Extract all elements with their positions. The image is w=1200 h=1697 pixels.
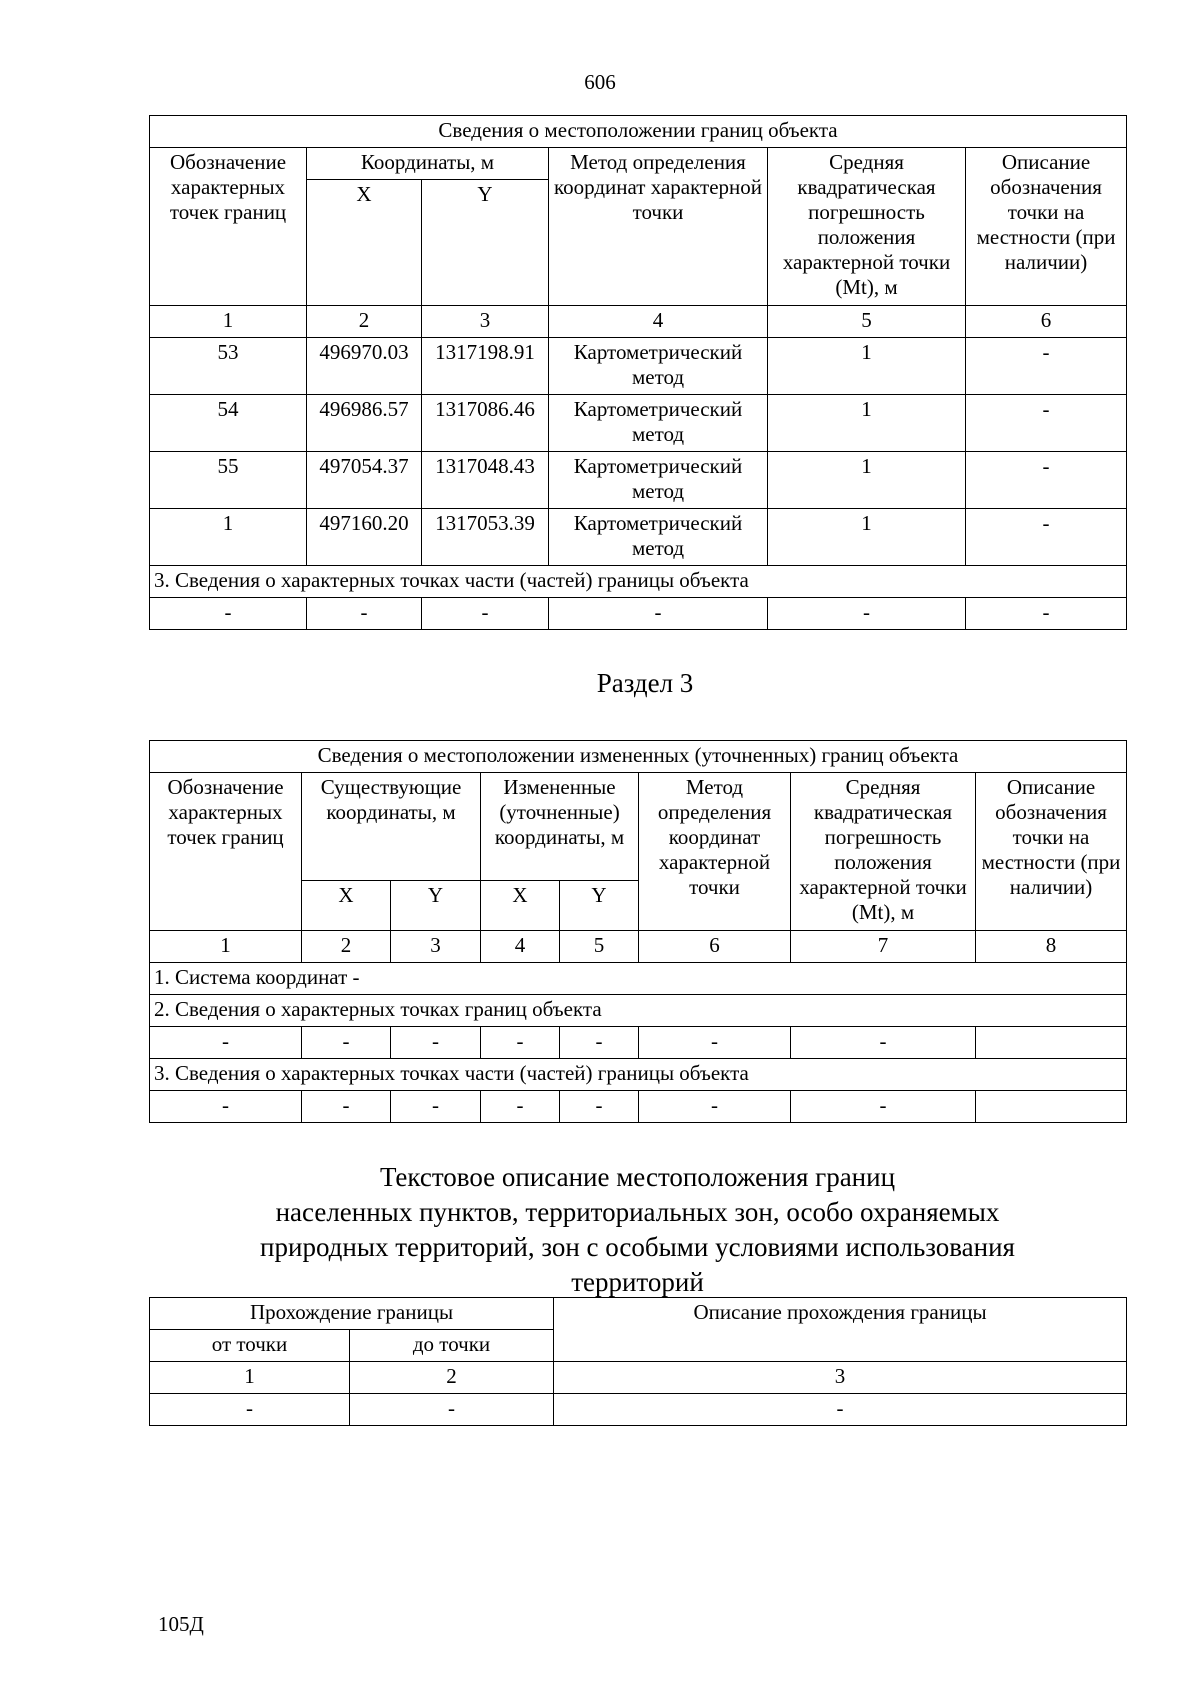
cell-point: 1 [150,509,307,566]
cell-description: - [966,509,1127,566]
cell-dash: - [549,598,768,630]
column-numbers-row [150,931,1127,963]
footer-code: 105Д [158,1612,204,1636]
header-passage: Прохождение границы [150,1298,554,1330]
col-number: 3 [391,931,481,963]
cell-dash: - [350,1394,554,1426]
cell-dash: - [639,1027,791,1059]
column-numbers-row [150,306,1127,338]
text-description-heading [149,1160,1126,1300]
cell-description: - [966,452,1127,509]
header-error: Средняя квадратическая погрешность положения характерной точки (Mt), м [768,148,966,306]
cell-point: 53 [150,338,307,395]
cell-y: 1317086.46 [422,395,549,452]
col-number: 4 [481,931,560,963]
cell-method: Картометрический метод [549,452,768,509]
col-number: 3 [554,1362,1127,1394]
cell-description: - [966,395,1127,452]
coord-system-label: 1. Система координат - [150,963,1127,995]
cell-dash: - [966,598,1127,630]
section3-label: 3. Сведения о характерных точках части (частей) границы объекта [150,566,1127,598]
table-caption: Сведения о местоположении измененных (уточненных) границ объекта [150,741,1127,773]
cell-dash: - [302,1027,391,1059]
cell-description: - [966,338,1127,395]
table-row [150,1091,1127,1123]
cell-dash: - [422,598,549,630]
cell-method: Картометрический метод [549,338,768,395]
section-heading: Раздел 3 [596,668,694,698]
table-row [150,338,1127,395]
header-point: Обозначение характерных точек границ [150,148,307,306]
header-description: Описание обозначения точки на местности (при наличии) [966,148,1127,306]
header-y: Y [391,881,481,931]
header-existing: Существующие координаты, м [302,773,481,881]
table-row [150,598,1127,630]
cell-x: 497160.20 [307,509,422,566]
col-number: 1 [150,306,307,338]
boundary-passage-table [149,1297,1127,1426]
heading-line: природных территорий, зон с особыми условиями использования [260,1232,1015,1262]
header-x: X [302,881,391,931]
table-row [150,1027,1127,1059]
col-number: 5 [560,931,639,963]
cell-dash: - [768,598,966,630]
cell-point: 54 [150,395,307,452]
heading-line: территорий [571,1267,704,1297]
header-x: X [481,881,560,931]
table-row [150,395,1127,452]
table-caption: Сведения о местоположении границ объекта [150,116,1127,148]
col-number: 6 [966,306,1127,338]
cell-method: Картометрический метод [549,395,768,452]
header-y: Y [560,881,639,931]
header-point: Обозначение характерных точек границ [150,773,302,931]
cell-y: 1317048.43 [422,452,549,509]
cell-error: 1 [768,509,966,566]
cell-x: 497054.37 [307,452,422,509]
header-method: Метод определения координат характерной точки [549,148,768,306]
header-description: Описание прохождения границы [554,1298,1127,1362]
cell-dash: - [150,598,307,630]
cell-dash: - [307,598,422,630]
header-y: Y [422,180,549,306]
section2-label: 2. Сведения о характерных точках границ объекта [150,995,1127,1027]
section3-label: 3. Сведения о характерных точках части (частей) границы объекта [150,1059,1127,1091]
table-row [150,452,1127,509]
cell-dash: - [150,1027,302,1059]
cell-dash: - [791,1027,976,1059]
table-row [150,1394,1127,1426]
column-numbers-row [150,1362,1127,1394]
col-number: 3 [422,306,549,338]
cell-method: Картометрический метод [549,509,768,566]
cell-dash: - [391,1091,481,1123]
cell-dash: - [560,1091,639,1123]
col-number: 2 [350,1362,554,1394]
header-coords: Координаты, м [307,148,549,180]
header-error: Средняя квадратическая погрешность положения характерной точки (Mt), м [791,773,976,931]
col-number: 4 [549,306,768,338]
header-method: Метод определения координат характерной точки [639,773,791,931]
cell-point: 55 [150,452,307,509]
cell-x: 496986.57 [307,395,422,452]
boundary-location-table [149,115,1127,630]
heading-line: Текстовое описание местоположения границ [379,1162,896,1192]
cell-dash: - [481,1027,560,1059]
cell-error: 1 [768,338,966,395]
col-number: 6 [639,931,791,963]
cell-dash: - [150,1394,350,1426]
header-changed: Измененные (уточненные) координаты, м [481,773,639,881]
heading-line: населенных пунктов, территориальных зон, особо охраняемых [275,1197,1000,1227]
col-number: 7 [791,931,976,963]
cell-empty [976,1091,1127,1123]
col-number: 2 [307,306,422,338]
col-number: 8 [976,931,1127,963]
cell-dash: - [481,1091,560,1123]
col-number: 2 [302,931,391,963]
changed-boundary-table [149,740,1127,1123]
cell-dash: - [302,1091,391,1123]
cell-x: 496970.03 [307,338,422,395]
cell-dash: - [150,1091,302,1123]
cell-dash: - [560,1027,639,1059]
cell-dash: - [791,1091,976,1123]
cell-error: 1 [768,452,966,509]
cell-error: 1 [768,395,966,452]
col-number: 1 [150,1362,350,1394]
header-x: X [307,180,422,306]
table-row [150,509,1127,566]
cell-y: 1317053.39 [422,509,549,566]
col-number: 5 [768,306,966,338]
cell-empty [976,1027,1127,1059]
cell-y: 1317198.91 [422,338,549,395]
col-number: 1 [150,931,302,963]
header-description: Описание обозначения точки на местности (при наличии) [976,773,1127,931]
cell-dash: - [391,1027,481,1059]
header-from: от точки [150,1330,350,1362]
page-number: 606 [584,70,616,94]
cell-dash: - [639,1091,791,1123]
header-to: до точки [350,1330,554,1362]
cell-dash: - [554,1394,1127,1426]
